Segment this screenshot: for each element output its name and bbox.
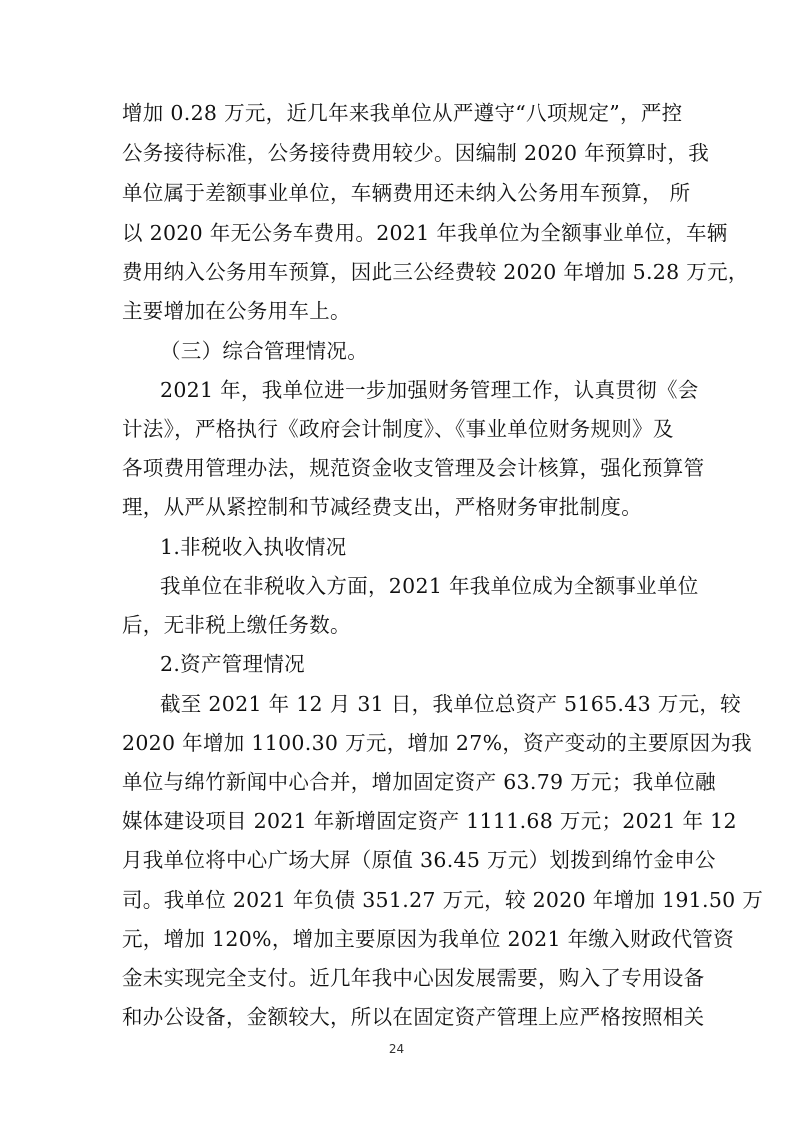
text-line: 月我单位将中心广场大屏（原值 36.45 万元）划拨到绵竹金申公 [122, 848, 716, 872]
paragraph-first-line: 我单位在非税收入方面，2021 年我单位成为全额事业单位 [160, 574, 699, 598]
text-line: 单位与绵竹新闻中心合并，增加固定资产 63.79 万元；我单位融 [122, 770, 716, 794]
text-line: 司。我单位 2021 年负债 351.27 万元，较 2020 年增加 191.50 万 [122, 888, 764, 912]
text-line: 和办公设备，金额较大，所以在固定资产管理上应严格按照相关 [122, 1005, 705, 1029]
section-heading: （三）综合管理情况。 [160, 339, 368, 363]
text-line: 计法》，严格执行《政府会计制度》、《事业单位财务规则》及 [122, 417, 674, 441]
text-line: 公务接待标准，公务接待费用较少。因编制 2020 年预算时，我 [122, 141, 710, 165]
text-line: 元，增加 120%，增加主要原因为我单位 2021 年缴入财政代管资 [122, 927, 735, 951]
text-line: 以 2020 年无公务车费用。2021 年我单位为全额事业单位，车辆 [122, 221, 728, 245]
text-line: 2020 年增加 1100.30 万元，增加 27%，资产变动的主要原因为我 [122, 731, 752, 755]
text-line: 后，无非税上缴任务数。 [122, 613, 351, 637]
text-line: 增加 0.28 万元，近几年来我单位从严遵守“八项规定”，严控 [122, 101, 683, 125]
text-line: 单位属于差额事业单位，车辆费用还未纳入公务用车预算， 所 [122, 181, 691, 205]
subsection-heading: 1.非税收入执收情况 [160, 535, 347, 559]
paragraph-first-line: 2021 年，我单位进一步加强财务管理工作，认真贯彻《会 [160, 378, 699, 402]
text-line: 金未实现完全支付。近几年我中心因发展需要，购入了专用设备 [122, 966, 705, 990]
paragraph-first-line: 截至 2021 年 12 月 31 日，我单位总资产 5165.43 万元，较 [160, 692, 741, 716]
text-line: 主要增加在公务用车上。 [122, 299, 351, 323]
page-number: 24 [388, 1042, 405, 1056]
text-line: 各项费用管理办法，规范资金收支管理及会计核算，强化预算管 [122, 456, 705, 480]
text-line: 媒体建设项目 2021 年新增固定资产 1111.68 万元；2021 年 12 [122, 809, 737, 833]
text-line: 费用纳入公务用车预算，因此三公经费较 2020 年增加 5.28 万元， [122, 260, 749, 284]
text-line: 理，从严从紧控制和节减经费支出，严格财务审批制度。 [122, 495, 642, 519]
subsection-heading: 2.资产管理情况 [160, 652, 305, 676]
